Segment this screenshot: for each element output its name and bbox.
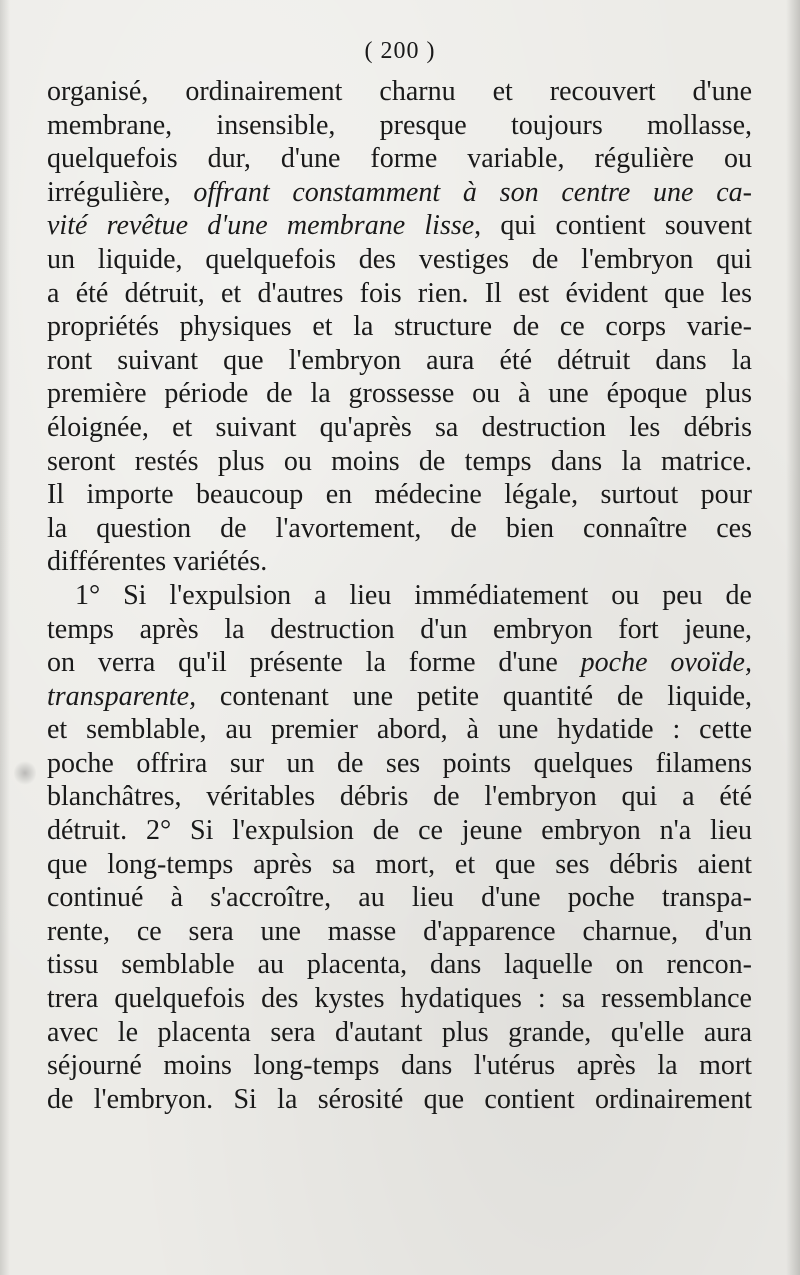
text-line-roman: blanchâtres, véritables débris de l'embryon qui a été	[47, 781, 752, 813]
page-edge-shadow-right	[786, 0, 800, 1275]
text-line	[47, 1016, 752, 1050]
text-line	[47, 243, 752, 277]
text-line	[47, 814, 752, 848]
text-line-italic: offrant constamment à son centre une ca-	[193, 176, 753, 208]
text-line	[47, 512, 752, 546]
text-line-roman: la question de l'avortement, de bien connaître ces	[47, 512, 752, 544]
text-line	[47, 915, 752, 949]
text-line-roman-after: contenant une petite quantité de liquide,	[196, 680, 752, 712]
text-line-roman-after: , qui contient souvent	[474, 210, 753, 242]
text-line-roman: propriétés physiques et la structure de ce corps varie-	[47, 311, 752, 343]
text-line	[47, 545, 752, 579]
page-number: ( 200 )	[364, 38, 436, 64]
text-line-roman: 1° Si l'expulsion a lieu immédiatement ou peu de	[75, 579, 752, 611]
text-line-roman: avec le placenta sera d'autant plus grande, qu'elle aura	[47, 1016, 752, 1048]
text-line	[47, 613, 752, 647]
text-line	[47, 747, 752, 781]
text-line	[47, 881, 752, 915]
text-line	[47, 109, 752, 143]
text-line-roman: on verra qu'il présente la forme d'une	[47, 647, 581, 679]
text-line-roman: seront restés plus ou moins de temps dans la matrice.	[47, 445, 752, 477]
text-line-roman: quelquefois dur, d'une forme variable, régulière ou	[47, 143, 752, 175]
text-line	[47, 142, 752, 176]
text-line-roman: tissu semblable au placenta, dans laquelle on rencon-	[47, 949, 752, 981]
text-line-roman: que long-temps après sa mort, et que ses débris aient	[47, 848, 752, 880]
text-line-roman: trera quelquefois des kystes hydatiques : sa ressemblance	[47, 983, 752, 1015]
text-line-roman: organisé, ordinairement charnu et recouvert d'une	[47, 76, 752, 107]
text-line-roman: irrégulière,	[47, 176, 194, 208]
text-line-roman: rente, ce sera une masse d'apparence charnue, d'un	[47, 915, 752, 947]
text-line-roman: différentes variétés.	[47, 546, 268, 578]
text-line	[47, 948, 752, 982]
text-line-italic: vité revêtue d'une membrane lisse	[47, 210, 475, 242]
text-line	[47, 1083, 752, 1117]
body-text	[47, 75, 752, 1116]
text-line-roman: détruit. 2° Si l'expulsion de ce jeune embryon n'a lieu	[47, 815, 752, 847]
text-line-roman: temps après la destruction d'un embryon fort jeune,	[47, 613, 752, 645]
text-line	[47, 982, 752, 1016]
text-line	[47, 478, 752, 512]
text-line-roman: ront suivant que l'embryon aura été détruit dans la	[47, 344, 752, 376]
text-line-roman: membrane, insensible, presque toujours mollasse,	[47, 109, 752, 141]
text-line-roman: poche offrira sur un de ses points quelques filamens	[47, 747, 752, 779]
text-line-roman: continué à s'accroître, au lieu d'une poche transpa-	[47, 882, 752, 914]
text-line	[47, 445, 752, 479]
text-line	[47, 310, 752, 344]
text-line-roman: Il importe beaucoup en médecine légale, surtout pour	[47, 479, 752, 511]
text-line	[47, 1049, 752, 1083]
text-line	[47, 680, 752, 714]
text-line-roman: éloignée, et suivant qu'après sa destruction les débris	[47, 411, 752, 443]
paper-stain	[14, 760, 36, 786]
text-line-roman: séjourné moins long-temps dans l'utérus après la mort	[47, 1050, 752, 1082]
text-line	[47, 176, 752, 210]
text-line	[47, 411, 752, 445]
text-line	[47, 646, 752, 680]
text-line-roman: un liquide, quelquefois des vestiges de l'embryon qui	[47, 243, 752, 275]
text-line	[47, 209, 752, 243]
text-line-roman: a été détruit, et d'autres fois rien. Il est évident que les	[47, 277, 752, 309]
text-line-roman: de l'embryon. Si la sérosité que contient ordinairement	[47, 1083, 752, 1115]
text-line	[47, 277, 752, 311]
text-line	[47, 713, 752, 747]
text-line	[47, 75, 752, 109]
text-line	[47, 377, 752, 411]
text-line-roman: première période de la grossesse ou à une époque plus	[47, 378, 752, 410]
text-line	[47, 344, 752, 378]
text-line	[47, 780, 752, 814]
text-line	[47, 579, 752, 613]
text-line	[47, 848, 752, 882]
text-line-italic: poche ovoïde,	[580, 647, 752, 679]
page-edge-shadow-left	[0, 0, 10, 1275]
text-line-italic: transparente,	[47, 680, 197, 712]
text-line-roman: et semblable, au premier abord, à une hydatide : cette	[47, 714, 752, 746]
